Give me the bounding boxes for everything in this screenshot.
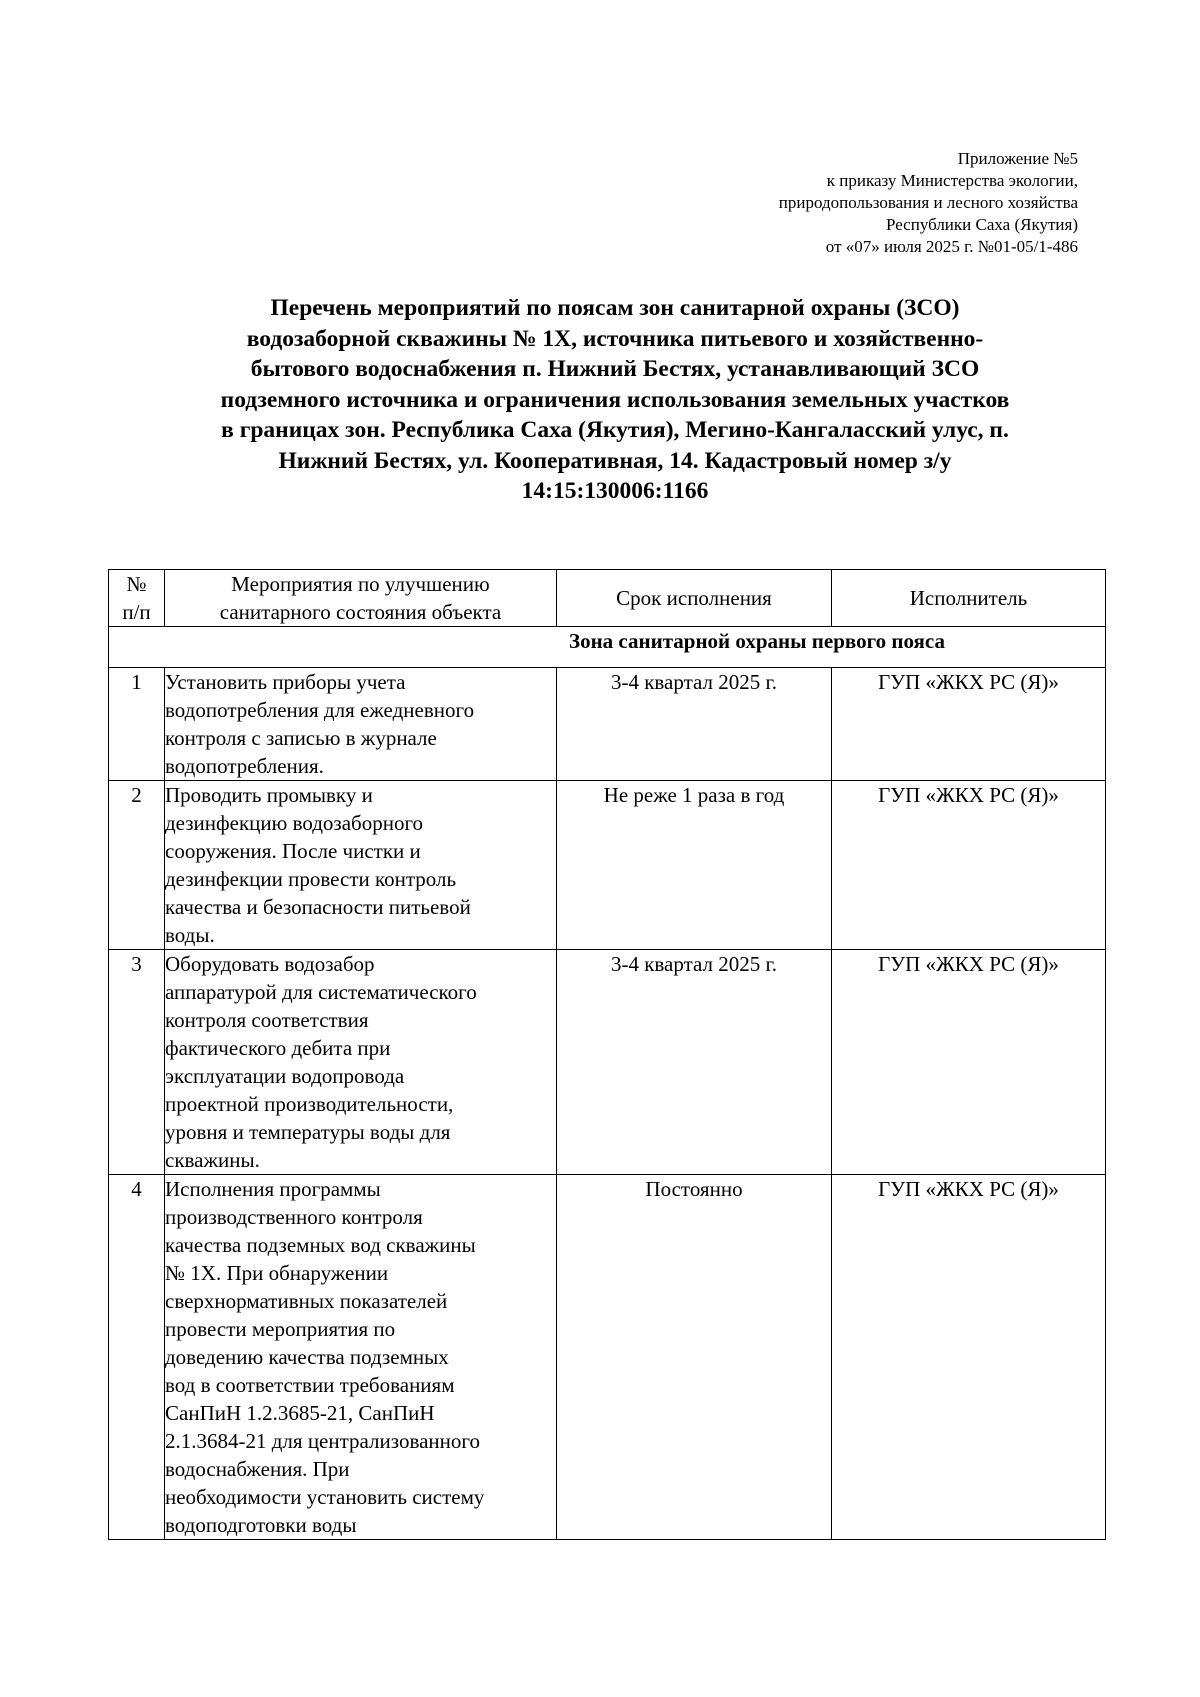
row-term: Не реже 1 раза в год [557, 781, 832, 950]
measure-line: водопотребления. [165, 754, 324, 778]
measure-line: водопотребления для ежедневного [165, 698, 475, 722]
measure-line: Исполнения программы [165, 1177, 381, 1201]
appendix-line: Приложение №5 [957, 149, 1078, 168]
measure-line: провести мероприятия по [165, 1317, 396, 1341]
measure-line: Оборудовать водозабор [165, 952, 375, 976]
measure-line: уровня и температуры воды для [165, 1120, 451, 1144]
row-term: 3-4 квартал 2025 г. [557, 950, 832, 1175]
row-executor: ГУП «ЖКХ РС (Я)» [832, 1175, 1106, 1540]
title-line: 14:15:130006:1166 [521, 478, 709, 504]
appendix-line: от «07» июля 2025 г. №01-05/1-486 [825, 237, 1078, 256]
row-measure [165, 781, 557, 950]
title-line: водозаборной скважины № 1Х, источника питьевого и хозяйственно- [246, 325, 984, 352]
measure-line: вод в соответствии требованиям [165, 1373, 455, 1397]
title-line: подземного источника и ограничения использования земельных участков [220, 386, 1010, 413]
measure-line: 2.1.3684-21 для централизованного [165, 1429, 480, 1453]
table-row [109, 1175, 1106, 1540]
title-line: бытового водоснабжения п. Нижний Бестях, устанавливающий ЗСО [250, 356, 980, 382]
measure-line: сверхнормативных показателей [165, 1289, 448, 1313]
row-executor: ГУП «ЖКХ РС (Я)» [832, 950, 1106, 1175]
measure-line: качества подземных вод скважины [165, 1233, 476, 1257]
measure-line: производственного контроля [165, 1205, 423, 1229]
zone-heading-text: Зона санитарной охраны первого пояса [568, 629, 945, 653]
table-row [109, 950, 1106, 1175]
header-num [109, 570, 165, 627]
measure-line: водоснабжения. При [165, 1457, 350, 1481]
measure-line: Установить приборы учета [165, 670, 406, 694]
header-num-line: № [126, 572, 147, 596]
header-term: Срок исполнения [557, 570, 832, 627]
appendix-line: Республики Саха (Якутия) [885, 215, 1078, 234]
measure-line: фактического дебита при [165, 1036, 391, 1060]
measure-line: сооружения. После чистки и [165, 839, 421, 863]
header-measure [165, 570, 557, 627]
appendix-block [518, 148, 1078, 258]
measure-line: необходимости установить систему [165, 1485, 485, 1509]
row-measure [165, 950, 557, 1175]
measure-line: контроля с записью в журнале [165, 726, 437, 750]
row-measure [165, 1175, 557, 1540]
header-num-line: п/п [122, 600, 151, 624]
measures-table [108, 569, 1106, 1540]
document-title [150, 293, 1080, 507]
row-number: 2 [109, 781, 165, 950]
header-executor: Исполнитель [832, 570, 1106, 627]
row-executor: ГУП «ЖКХ РС (Я)» [832, 781, 1106, 950]
row-executor: ГУП «ЖКХ РС (Я)» [832, 668, 1106, 781]
title-line: Перечень мероприятий по поясам зон санитарной охраны (ЗСО) [270, 295, 960, 321]
measure-line: № 1Х. При обнаружении [165, 1261, 389, 1285]
header-measure-line: Мероприятия по улучшению [231, 572, 490, 596]
zone-row [109, 627, 1106, 668]
measure-line: дезинфекции провести контроль [165, 867, 457, 891]
table-row [109, 668, 1106, 781]
appendix-line: природопользования и лесного хозяйства [778, 193, 1078, 212]
title-line: Нижний Бестях, ул. Кооперативная, 14. Кадастровый номер з/у [278, 447, 952, 474]
measure-line: проектной производительности, [165, 1092, 454, 1116]
row-term: Постоянно [557, 1175, 832, 1540]
measure-line: водоподготовки воды [165, 1513, 357, 1537]
appendix-line: к приказу Министерства экологии, [826, 171, 1078, 190]
measure-line: воды. [165, 923, 215, 947]
measure-line: СанПиН 1.2.3685-21, СанПиН [165, 1401, 435, 1425]
measure-line: аппаратурой для систематического [165, 980, 477, 1004]
row-measure [165, 668, 557, 781]
header-measure-line: санитарного состояния объекта [219, 600, 502, 624]
title-line: в границах зон. Республика Саха (Якутия), Мегино-Кангаласский улус, п. [221, 417, 1009, 443]
measure-line: эксплуатации водопровода [165, 1064, 405, 1088]
row-number: 3 [109, 950, 165, 1175]
row-number: 1 [109, 668, 165, 781]
row-term: 3-4 квартал 2025 г. [557, 668, 832, 781]
table-row [109, 781, 1106, 950]
zone-heading [109, 627, 1106, 668]
row-number: 4 [109, 1175, 165, 1540]
measure-line: качества и безопасности питьевой [165, 895, 471, 919]
measure-line: контроля соответствия [165, 1008, 369, 1032]
table-header-row [109, 570, 1106, 627]
measure-line: скважины. [165, 1148, 260, 1172]
measure-line: Проводить промывку и [165, 783, 373, 807]
measure-line: дезинфекцию водозаборного [165, 811, 424, 835]
measure-line: доведению качества подземных [165, 1345, 449, 1369]
